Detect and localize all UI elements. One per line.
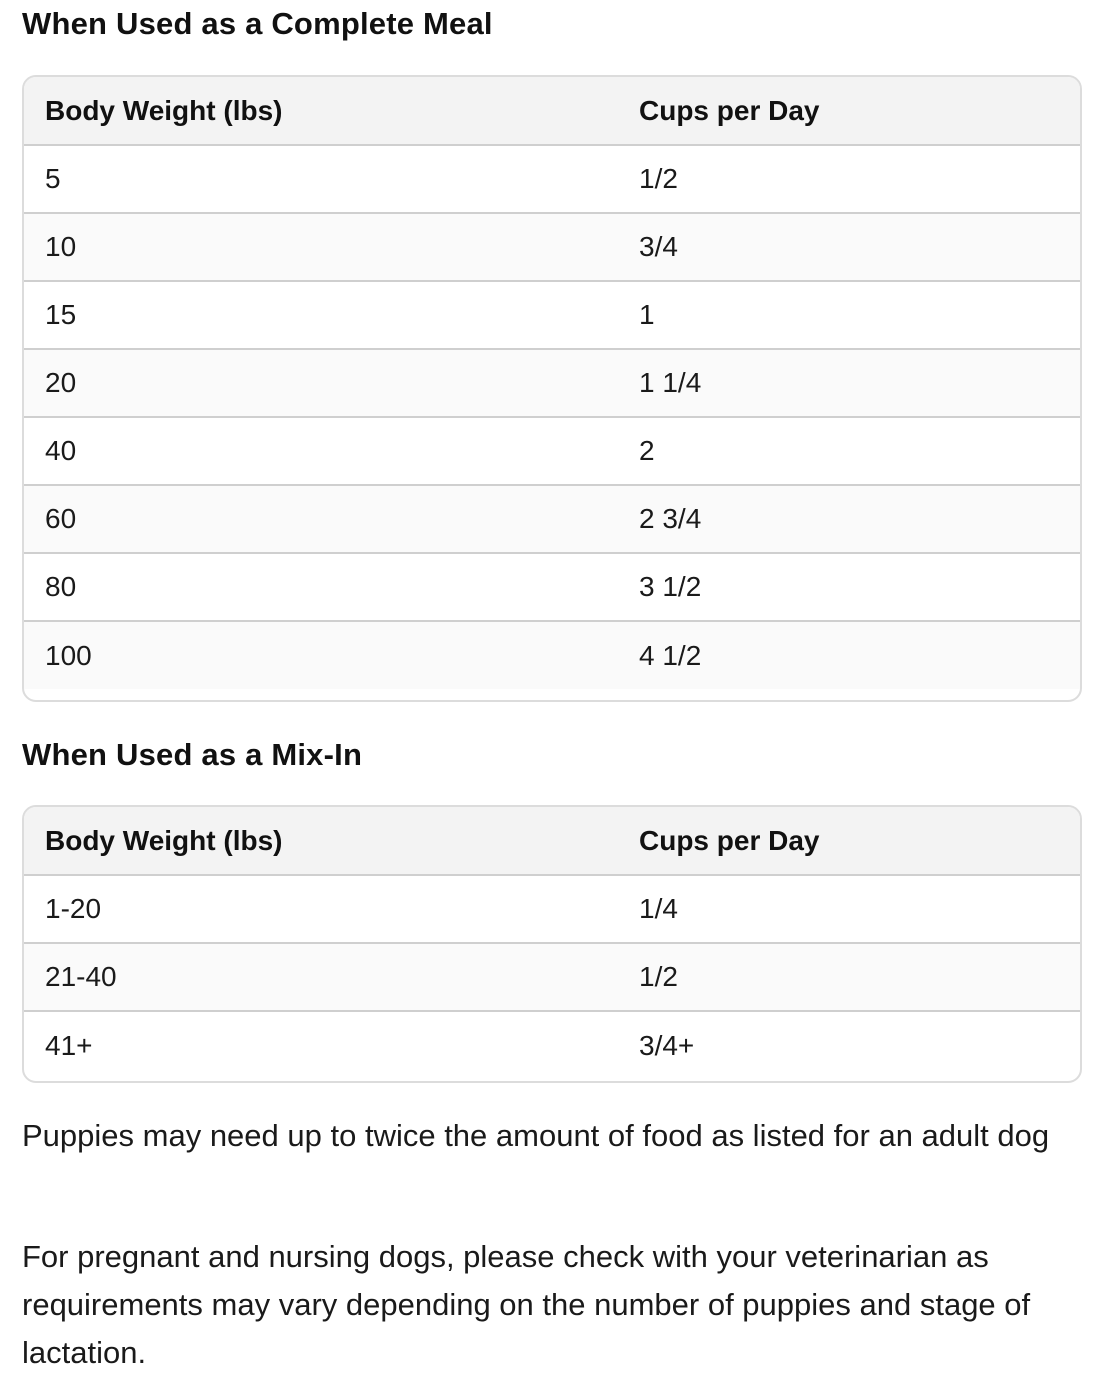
cups-per-day-cell: 1 xyxy=(618,281,1080,349)
body-weight-cell: 41+ xyxy=(24,1011,618,1079)
complete-meal-table xyxy=(22,75,1082,702)
table-row xyxy=(24,1011,1080,1079)
table-row xyxy=(24,281,1080,349)
table-header-row xyxy=(24,77,1080,145)
pregnant-nursing-note: For pregnant and nursing dogs, please check with your veterinarian as requirements may vary depending on the number of puppies and stage of lactation. xyxy=(22,1239,1031,1370)
cups-per-day-cell: 3 1/2 xyxy=(618,553,1080,621)
table-row xyxy=(24,349,1080,417)
body-weight-cell: 80 xyxy=(24,553,618,621)
cups-per-day-cell: 1/2 xyxy=(618,943,1080,1011)
table-header-row xyxy=(24,807,1080,875)
body-weight-cell: 100 xyxy=(24,621,618,689)
body-weight-cell: 15 xyxy=(24,281,618,349)
body-weight-cell: 5 xyxy=(45,163,61,194)
complete-meal-title: When Used as a Complete Meal xyxy=(22,6,493,41)
table-row xyxy=(24,145,1080,213)
cups-per-day-cell: 1 1/4 xyxy=(618,349,1080,417)
table-row xyxy=(24,943,1080,1011)
table-row xyxy=(24,621,1080,689)
body-weight-cell: 21-40 xyxy=(24,943,618,1011)
body-weight-cell: 20 xyxy=(24,349,618,417)
table-row xyxy=(24,553,1080,621)
body-weight-cell: 40 xyxy=(24,417,618,485)
header-cups-per-day: Cups per Day xyxy=(618,77,1080,145)
cups-per-day-cell: 4 1/2 xyxy=(618,621,1080,689)
table-row xyxy=(24,485,1080,553)
cups-per-day-cell: 3/4 xyxy=(618,213,1080,281)
header-body-weight: Body Weight (lbs) xyxy=(24,77,618,145)
header-body-weight: Body Weight (lbs) xyxy=(24,807,618,875)
table-row xyxy=(24,417,1080,485)
cups-per-day-cell: 2 xyxy=(618,417,1080,485)
cups-per-day-cell: 3/4+ xyxy=(618,1011,1080,1079)
body-weight-cell: 1-20 xyxy=(45,893,102,924)
puppies-note: Puppies may need up to twice the amount of food as listed for an adult dog xyxy=(22,1118,1050,1153)
cups-per-day-cell: 2 3/4 xyxy=(618,485,1080,553)
mix-in-title: When Used as a Mix-In xyxy=(22,737,363,772)
mix-in-table xyxy=(22,805,1082,1083)
cups-per-day-cell: 1/2 xyxy=(639,163,678,194)
table-row xyxy=(24,213,1080,281)
header-cups-per-day: Cups per Day xyxy=(618,807,1080,875)
table-row xyxy=(24,875,1080,943)
body-weight-cell: 10 xyxy=(24,213,618,281)
cups-per-day-cell: 1/4 xyxy=(639,893,678,924)
body-weight-cell: 60 xyxy=(24,485,618,553)
